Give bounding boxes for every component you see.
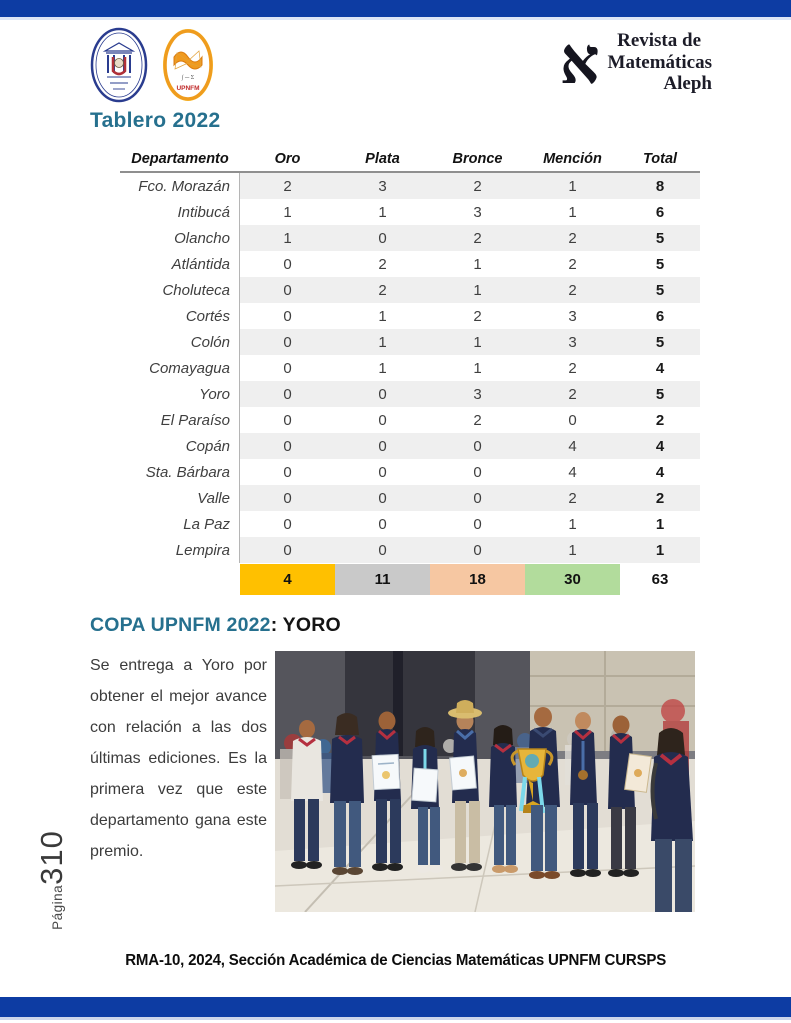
medals-table <box>120 146 700 595</box>
table-row <box>120 277 700 303</box>
department-cell: Valle <box>120 485 240 511</box>
group-photo <box>275 651 695 912</box>
medal-count-cell: 2 <box>568 359 577 377</box>
column-header: Departamento <box>131 150 229 167</box>
medal-count-cell: 5 <box>655 255 665 273</box>
medal-count-cell: 3 <box>473 203 482 221</box>
medal-count-cell: 2 <box>655 411 665 429</box>
department-cell: Copán <box>120 433 240 459</box>
journal-brand <box>559 26 712 98</box>
column-header: Plata <box>365 150 400 167</box>
section-heading-secondary: YORO <box>277 614 341 636</box>
total-bronce-cell: 18 <box>430 564 525 595</box>
page-number-value: 310 <box>34 830 69 885</box>
department-cell: Lempira <box>120 537 240 563</box>
medal-count-cell: 3 <box>335 173 430 199</box>
department-cell: Intibucá <box>120 199 240 225</box>
medal-count-cell: 0 <box>283 515 292 533</box>
journal-name-line: Aleph <box>663 73 712 94</box>
medal-count-cell: 1 <box>525 537 620 563</box>
logo-group <box>90 27 215 103</box>
section-heading <box>90 614 341 637</box>
medal-count-cell: 2 <box>620 485 700 511</box>
total-grand-cell: 63 <box>651 571 669 588</box>
medal-count-cell: 0 <box>283 255 292 273</box>
section-heading-separator: : <box>270 614 278 636</box>
medal-count-cell: 2 <box>430 173 525 199</box>
table-row <box>120 199 700 225</box>
journal-name-line: Revista de <box>617 30 701 51</box>
table-row <box>120 407 700 433</box>
medal-count-cell: 0 <box>568 411 577 429</box>
medal-count-cell: 1 <box>568 515 577 533</box>
medal-count-cell: 2 <box>525 277 620 303</box>
total-oro-cell: 4 <box>240 564 335 595</box>
body-paragraph: Se entrega a Yoro por obtener el mejor avance con relación a las dos últimas ediciones. Es la primera vez que este departamento gana este premio. <box>90 657 267 860</box>
department-cell: Comayagua <box>120 355 240 381</box>
table-row <box>120 459 700 485</box>
totals-empty-cell <box>120 564 240 595</box>
medal-count-cell: 5 <box>620 277 700 303</box>
medal-count-cell: 2 <box>525 225 620 251</box>
medal-count-cell: 1 <box>378 359 387 377</box>
table-row <box>120 537 700 563</box>
column-header: Total <box>642 150 678 167</box>
table-row <box>120 251 700 277</box>
medal-count-cell: 5 <box>620 329 700 355</box>
table-totals-row <box>120 564 700 595</box>
medal-count-cell: 4 <box>525 433 620 459</box>
department-cell: Cortés <box>120 303 240 329</box>
table-body <box>120 173 700 563</box>
medal-count-cell: 0 <box>240 381 335 407</box>
top-border-bar <box>0 0 791 20</box>
medal-count-cell: 0 <box>430 485 525 511</box>
medal-count-cell: 1 <box>430 329 525 355</box>
column-header: Mención <box>543 150 602 167</box>
medal-count-cell: 2 <box>378 255 387 273</box>
medal-count-cell: 0 <box>335 433 430 459</box>
medal-count-cell: 0 <box>335 537 430 563</box>
svg-text:∫ ─ Σ: ∫ ─ Σ <box>181 75 195 81</box>
medal-count-cell: 0 <box>240 329 335 355</box>
department-cell: Olancho <box>120 225 240 251</box>
medal-count-cell: 0 <box>335 485 430 511</box>
medal-count-cell: 0 <box>240 485 335 511</box>
medal-count-cell: 1 <box>525 173 620 199</box>
medal-count-cell: 2 <box>240 173 335 199</box>
section-heading-primary: COPA UPNFM 2022 <box>90 614 271 636</box>
medal-count-cell: 0 <box>240 277 335 303</box>
page-number-label: Página <box>50 884 65 930</box>
medal-count-cell: 6 <box>655 307 665 325</box>
medal-count-cell: 1 <box>378 307 387 325</box>
department-cell: Sta. Bárbara <box>120 459 240 485</box>
medal-count-cell: 1 <box>473 255 482 273</box>
table-row <box>120 329 700 355</box>
page-title: Tablero 2022 <box>90 109 221 132</box>
department-cell: Yoro <box>120 381 240 407</box>
medal-count-cell: 0 <box>283 307 292 325</box>
bottom-border-bar <box>0 997 791 1020</box>
medal-count-cell: 0 <box>378 515 387 533</box>
medal-count-cell: 0 <box>473 515 482 533</box>
medal-count-cell: 4 <box>655 359 665 377</box>
table-row <box>120 355 700 381</box>
medal-count-cell: 0 <box>473 463 482 481</box>
medal-count-cell: 6 <box>655 203 665 221</box>
medal-count-cell: 5 <box>620 381 700 407</box>
table-row <box>120 303 700 329</box>
medal-count-cell: 0 <box>283 359 292 377</box>
medal-count-cell: 0 <box>283 411 292 429</box>
medal-count-cell: 0 <box>335 381 430 407</box>
department-cell: Atlántida <box>120 251 240 277</box>
column-header: Oro <box>274 150 301 167</box>
medal-count-cell: 0 <box>430 537 525 563</box>
medal-count-cell: 4 <box>655 463 665 481</box>
medal-count-cell: 0 <box>240 537 335 563</box>
medal-count-cell: 1 <box>430 277 525 303</box>
column-header: Bronce <box>452 150 503 167</box>
table-header-row <box>120 146 700 173</box>
medal-count-cell: 0 <box>430 433 525 459</box>
medal-count-cell: 1 <box>473 359 482 377</box>
upnfm-university-logo-icon <box>90 27 148 103</box>
medal-count-cell: 5 <box>620 225 700 251</box>
medal-count-cell: 0 <box>378 463 387 481</box>
journal-name-line: Matemáticas <box>607 51 712 73</box>
footer-citation-text: RMA-10, 2024, Sección Académica de Ciencias Matemáticas UPNFM CURSPS <box>125 952 666 969</box>
table-row <box>120 381 700 407</box>
svg-text:UPNFM: UPNFM <box>176 85 200 92</box>
medal-count-cell: 4 <box>568 463 577 481</box>
math-section-logo-icon <box>161 27 215 103</box>
medal-count-cell: 1 <box>655 515 665 533</box>
medal-count-cell: 8 <box>620 173 700 199</box>
medal-count-cell: 0 <box>335 225 430 251</box>
medal-count-cell: 0 <box>283 463 292 481</box>
total-mencion-cell: 30 <box>525 564 620 595</box>
medal-count-cell: 2 <box>525 381 620 407</box>
medal-count-cell: 1 <box>283 203 292 221</box>
table-row <box>120 485 700 511</box>
total-plata-cell: 11 <box>335 564 430 595</box>
medal-count-cell: 0 <box>240 433 335 459</box>
medal-count-cell: 3 <box>430 381 525 407</box>
footer-citation <box>0 952 791 970</box>
department-cell: Colón <box>120 329 240 355</box>
medal-count-cell: 0 <box>378 411 387 429</box>
page-number <box>34 830 70 930</box>
department-cell: Fco. Morazán <box>120 173 240 199</box>
medal-count-cell: 2 <box>335 277 430 303</box>
department-cell: La Paz <box>120 511 240 537</box>
medal-count-cell: 1 <box>378 203 387 221</box>
medal-count-cell: 2 <box>430 225 525 251</box>
medal-count-cell: 4 <box>620 433 700 459</box>
department-cell: El Paraíso <box>120 407 240 433</box>
medal-count-cell: 3 <box>525 329 620 355</box>
medal-count-cell: 1 <box>620 537 700 563</box>
department-cell: Choluteca <box>120 277 240 303</box>
medal-count-cell: 2 <box>568 255 577 273</box>
medal-count-cell: 1 <box>568 203 577 221</box>
table-row <box>120 225 700 251</box>
medal-count-cell: 3 <box>568 307 577 325</box>
medal-count-cell: 2 <box>473 307 482 325</box>
medal-count-cell: 1 <box>335 329 430 355</box>
table-row <box>120 511 700 537</box>
medal-count-cell: 2 <box>473 411 482 429</box>
aleph-symbol-icon: א <box>559 26 600 98</box>
journal-name <box>608 30 712 95</box>
medal-count-cell: 2 <box>525 485 620 511</box>
table-row <box>120 173 700 199</box>
table-row <box>120 433 700 459</box>
medal-count-cell: 1 <box>240 225 335 251</box>
